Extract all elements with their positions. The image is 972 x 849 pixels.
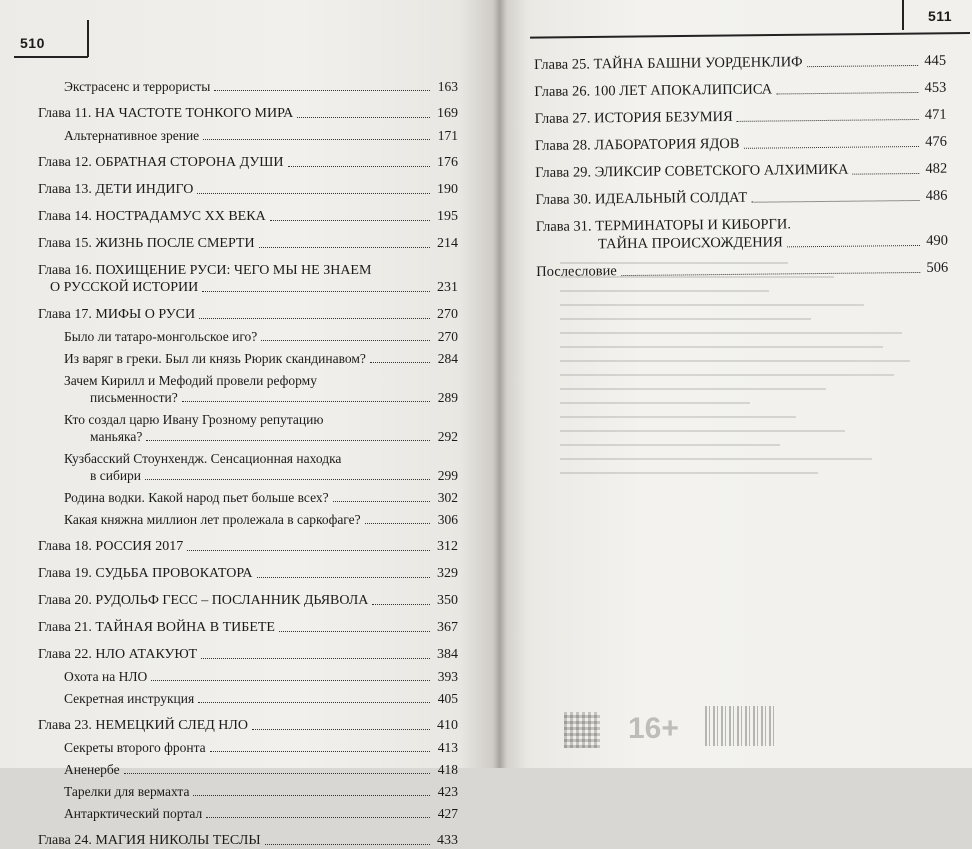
toc-entry-page: 393 [437, 669, 458, 684]
toc-entry [38, 154, 458, 171]
toc-entry-page: 329 [437, 566, 458, 581]
dot-leader [193, 794, 430, 796]
toc-entry-title-continued: в сибири [90, 468, 142, 483]
dot-leader [210, 750, 430, 752]
dot-leader [257, 576, 430, 578]
dot-leader [214, 89, 430, 91]
toc-entry [38, 783, 458, 800]
barcode-ghost-icon [705, 706, 775, 746]
toc-entry-title: Послесловие [536, 263, 617, 280]
toc-entry [38, 646, 458, 663]
toc-entry-page: 445 [924, 52, 947, 69]
dot-leader [261, 339, 430, 341]
toc-entry-page: 476 [925, 133, 948, 150]
dot-leader [197, 192, 430, 194]
toc-entry-page: 506 [926, 259, 949, 276]
header-divider-right [902, 0, 904, 30]
toc-entry [38, 805, 458, 822]
toc-entry-page: 367 [437, 620, 458, 635]
toc-entry-title: Антарктический портал [64, 806, 203, 821]
dot-leader [182, 400, 430, 402]
toc-entry-page: 482 [925, 160, 948, 177]
toc-entry [38, 208, 458, 225]
toc-entry-title: Глава 31. ТЕРМИНАТОРЫ И КИБОРГИ. [535, 216, 792, 235]
toc-entry [38, 411, 458, 445]
toc-entry [38, 328, 458, 345]
toc-entry-title: Кузбасский Стоунхендж. Сенсационная находка [64, 451, 342, 466]
toc-entry-title: Глава 12. ОБРАТНАЯ СТОРОНА ДУШИ [38, 155, 284, 170]
dot-leader [737, 118, 919, 122]
toc-entry-title: Глава 24. МАГИЯ НИКОЛЫ ТЕСЛЫ [38, 833, 261, 848]
toc-entry-page: 169 [437, 106, 458, 121]
toc-entry [38, 78, 458, 95]
toc-entry [38, 105, 458, 122]
toc-entry [38, 372, 458, 406]
toc-entry [38, 489, 458, 506]
toc-entry-page: 486 [925, 187, 948, 204]
toc-entry-page: 306 [437, 512, 458, 527]
dot-leader [259, 246, 430, 248]
dot-leader [776, 91, 918, 94]
toc-entry-title: Глава 29. ЭЛИКСИР СОВЕТСКОГО АЛХИМИКА [535, 161, 849, 181]
toc-entry [38, 761, 458, 778]
toc-entry-page: 231 [437, 280, 458, 295]
dot-leader [124, 772, 430, 774]
dot-leader [203, 138, 430, 140]
dot-leader [151, 679, 430, 681]
toc-entry [38, 350, 458, 367]
dot-leader [297, 116, 430, 118]
dot-leader [146, 439, 430, 441]
dot-leader [807, 64, 918, 67]
dot-leader [265, 843, 430, 845]
page-number-left: 510 [20, 35, 45, 51]
dot-leader [751, 199, 919, 203]
page-number-right: 511 [928, 8, 953, 24]
toc-entry-title: Глава 23. НЕМЕЦКИЙ СЛЕД НЛО [38, 718, 249, 733]
toc-entry [535, 133, 947, 155]
dot-leader [743, 145, 918, 149]
header-rule-left-long [88, 56, 418, 58]
toc-entry-title: Глава 13. ДЕТИ ИНДИГО [38, 182, 194, 197]
toc-entry-page: 490 [926, 232, 949, 249]
toc-entry-page: 171 [437, 128, 458, 143]
toc-entry-title: Глава 27. ИСТОРИЯ БЕЗУМИЯ [534, 108, 733, 127]
toc-entry-title: Родина водки. Какой народ пьет больше всех? [64, 490, 329, 505]
toc-entry-title: Охота на НЛО [64, 669, 148, 684]
toc-entry-page: 312 [437, 539, 458, 554]
toc-entry-page: 270 [437, 307, 458, 322]
toc-entry-title: Глава 30. ИДЕАЛЬНЫЙ СОЛДАТ [535, 189, 748, 208]
toc-entry-title: Тарелки для вермахта [64, 784, 190, 799]
toc-entry-title-continued: О РУССКОЙ ИСТОРИИ [50, 280, 199, 295]
dot-leader [198, 701, 430, 703]
toc-entry-title: Глава 26. 100 ЛЕТ АПОКАЛИПСИСА [534, 81, 773, 100]
book-gutter [493, 0, 507, 768]
toc-entry [536, 214, 948, 254]
toc-entry [38, 306, 458, 323]
header-rule-left [14, 56, 88, 58]
toc-list-right [534, 52, 948, 281]
toc-entry [38, 619, 458, 636]
toc-entry-title: Глава 15. ЖИЗНЬ ПОСЛЕ СМЕРТИ [38, 236, 255, 251]
toc-entry-page: 453 [924, 79, 947, 96]
dot-leader [370, 361, 430, 363]
toc-entry-page: 427 [437, 806, 458, 821]
dot-leader [187, 549, 430, 551]
toc-entry-title: Зачем Кирилл и Мефодий провели реформу [64, 373, 317, 388]
toc-entry [38, 592, 458, 609]
toc-entry-title: Глава 25. ТАЙНА БАШНИ УОРДЕНКЛИФ [534, 54, 803, 73]
toc-entry-title: Из варяг в греки. Был ли князь Рюрик скандинавом? [64, 351, 366, 366]
toc-entry [535, 187, 947, 209]
show-through-imprint [560, 250, 940, 700]
toc-entry-title: Кто создал царю Ивану Грозному репутацию [64, 412, 324, 427]
toc-entry-title: Глава 28. ЛАБОРАТОРИЯ ЯДОВ [534, 135, 740, 154]
dot-leader [252, 728, 430, 730]
header-divider-left [87, 20, 89, 57]
toc-entry-page: 190 [437, 182, 458, 197]
toc-entry-title: Глава 21. ТАЙНАЯ ВОЙНА В ТИБЕТЕ [38, 620, 275, 635]
toc-entry [534, 79, 946, 101]
dot-leader [270, 219, 430, 221]
toc-entry-title: Глава 11. НА ЧАСТОТЕ ТОНКОГО МИРА [38, 106, 294, 121]
toc-entry-page: 350 [437, 593, 458, 608]
toc-entry [38, 181, 458, 198]
toc-entry-title: Было ли татаро-монгольское иго? [64, 329, 258, 344]
toc-entry-page: 405 [437, 691, 458, 706]
toc-entry-page: 410 [437, 718, 458, 733]
toc-entry-title: Глава 18. РОССИЯ 2017 [38, 539, 184, 554]
toc-entry-title: Аненербе [64, 762, 120, 777]
toc-entry-page: 302 [437, 490, 458, 505]
toc-entry [535, 160, 947, 182]
toc-entry [38, 832, 458, 849]
toc-entry-page: 471 [924, 106, 947, 123]
toc-entry-title-continued: маньяка? [90, 429, 143, 444]
dot-leader [365, 522, 430, 524]
dot-leader [787, 244, 920, 247]
toc-list-left [38, 78, 458, 849]
age-rating-ghost: 16+ [628, 712, 679, 745]
toc-entry-title: Секретная инструкция [64, 691, 195, 706]
toc-entry-title: Глава 16. ПОХИЩЕНИЕ РУСИ: ЧЕГО МЫ НЕ ЗНАЕМ [38, 263, 372, 278]
toc-entry-title: Альтернативное зрение [64, 128, 200, 143]
toc-entry-page: 163 [437, 79, 458, 94]
toc-entry-page: 289 [437, 390, 458, 405]
toc-entry-page: 292 [437, 429, 458, 444]
toc-entry [38, 690, 458, 707]
dot-leader [145, 478, 430, 480]
toc-entry-page: 423 [437, 784, 458, 799]
qr-code-ghost-icon [564, 712, 600, 748]
toc-entry [38, 538, 458, 555]
header-rule-right [530, 32, 970, 38]
toc-entry-title: Секреты второго фронта [64, 740, 206, 755]
toc-entry-page: 418 [437, 762, 458, 777]
toc-entry [38, 511, 458, 528]
toc-entry-page: 214 [437, 236, 458, 251]
toc-entry-title-continued: письменности? [90, 390, 178, 405]
dot-leader [201, 657, 430, 659]
toc-entry [38, 717, 458, 734]
toc-entry-page: 284 [437, 351, 458, 366]
dot-leader [206, 816, 430, 818]
dot-leader [199, 317, 430, 319]
dot-leader [372, 603, 430, 605]
toc-entry-title: Глава 19. СУДЬБА ПРОВОКАТОРА [38, 566, 253, 581]
toc-entry-title: Глава 22. НЛО АТАКУЮТ [38, 647, 198, 662]
toc-entry [38, 668, 458, 685]
toc-entry-page: 384 [437, 647, 458, 662]
dot-leader [202, 290, 430, 292]
dot-leader [279, 630, 430, 632]
toc-entry-page: 433 [437, 833, 458, 848]
toc-entry-title: Какая княжна миллион лет пролежала в саркофаге? [64, 512, 361, 527]
toc-entry-title: Экстрасенс и террористы [64, 79, 211, 94]
dot-leader [288, 165, 431, 167]
dot-leader [333, 500, 430, 502]
toc-entry [38, 739, 458, 756]
toc-entry-page: 299 [437, 468, 458, 483]
toc-entry-title-continued: ТАЙНА ПРОИСХОЖДЕНИЯ [597, 234, 783, 253]
toc-entry-title: Глава 14. НОСТРАДАМУС XX ВЕКА [38, 209, 266, 224]
toc-entry-page: 270 [437, 329, 458, 344]
toc-entry [38, 235, 458, 252]
dot-leader [853, 172, 920, 175]
toc-entry-page: 413 [437, 740, 458, 755]
toc-entry-page: 195 [437, 209, 458, 224]
toc-entry [38, 127, 458, 144]
toc-entry [38, 565, 458, 582]
toc-entry-title: Глава 17. МИФЫ О РУСИ [38, 307, 196, 322]
right-page [500, 0, 972, 768]
toc-entry [535, 106, 947, 128]
toc-entry [38, 450, 458, 484]
toc-entry-title: Глава 20. РУДОЛЬФ ГЕСС – ПОСЛАННИК ДЬЯВОЛА [38, 593, 369, 608]
toc-entry [38, 262, 458, 296]
toc-entry-page: 176 [437, 155, 458, 170]
toc-entry [534, 52, 946, 74]
